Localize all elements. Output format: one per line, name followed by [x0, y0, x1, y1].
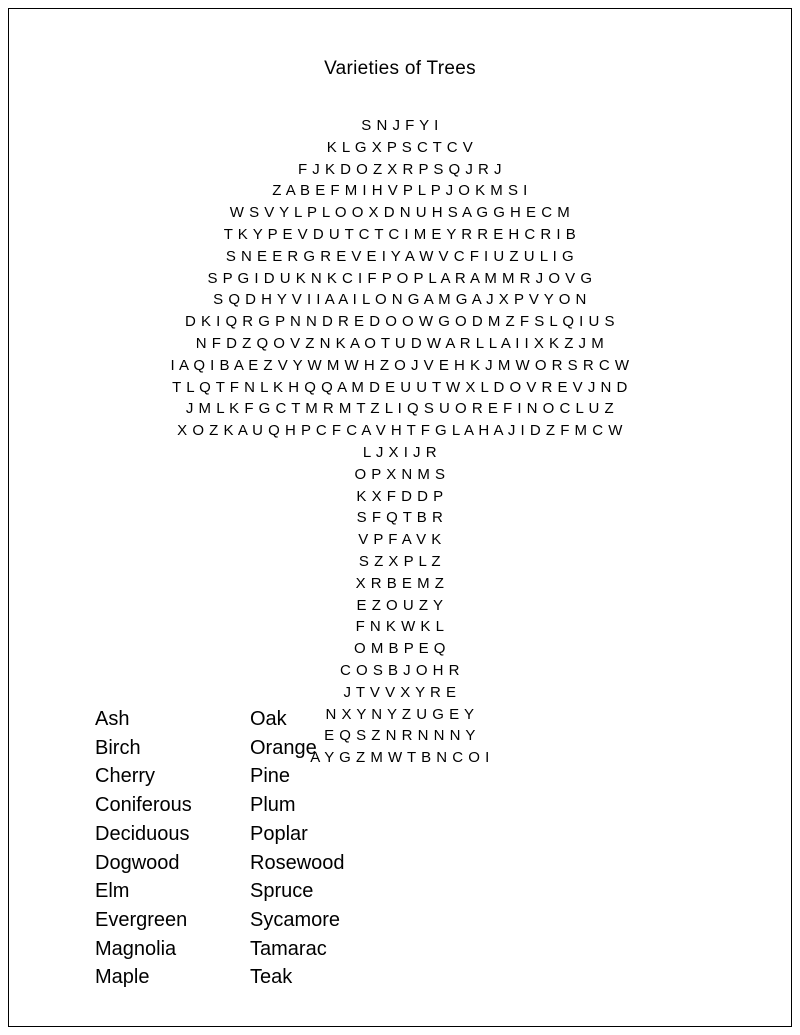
- list-item: Cherry: [95, 765, 156, 788]
- grid-row: C O S B J O H R: [339, 661, 460, 679]
- list-item: Maple: [95, 966, 150, 989]
- grid-row: Z A B E F M I H V P L P J O K M S I: [272, 182, 528, 200]
- grid-row: F N K W K L: [355, 618, 445, 636]
- list-item: Deciduous: [95, 822, 190, 845]
- list-item: Plum: [250, 794, 296, 817]
- list-item: Elm: [95, 880, 130, 903]
- grid-row: S P G I D U K N K C I F P O P L A R A M M R J O V G: [207, 269, 593, 287]
- list-item: Magnolia: [95, 937, 177, 960]
- list-item: Birch: [95, 736, 141, 759]
- grid-row: K X F D D P: [356, 487, 444, 505]
- grid-row: V P F A V K: [358, 531, 442, 549]
- list-item: Rosewood: [250, 851, 345, 874]
- grid-row: S N E E R G R E V E I Y A W V C F I U Z U L I G: [225, 247, 575, 265]
- grid-row: S N J F Y I: [361, 117, 439, 134]
- grid-row: E Z O U Z Y: [356, 596, 444, 614]
- list-item: Coniferous: [95, 794, 192, 817]
- list-item: Teak: [250, 966, 293, 989]
- grid-row: O P X N M S: [354, 465, 446, 483]
- word-search-grid: [0, 115, 800, 769]
- grid-row: L J X I J R: [362, 443, 438, 461]
- list-item: Pine: [250, 765, 291, 788]
- grid-row: A Y G Z M W T B N C O I: [310, 749, 490, 767]
- list-item: Spruce: [250, 880, 314, 903]
- grid-row: J M L K F G C T M R M T Z L I Q S U O R E F I N O C L U Z: [185, 400, 615, 418]
- grid-row: D K I Q R G P N N D R E D O O W G O D M Z F S L Q I U S: [184, 313, 616, 331]
- grid-row: X O Z K A U Q H P C F C A V H T F G L A H A J I D Z F M C W: [177, 422, 623, 440]
- grid-row: X R B E M Z: [355, 574, 445, 592]
- grid-row: I A Q I B A E Z V Y W M W H Z O J V E H K J M W O R S R C W: [170, 356, 630, 374]
- grid-row: K L G X P S C T C V: [326, 138, 474, 156]
- grid-row: S F Q T B R: [356, 509, 444, 527]
- grid-row: T L Q T F N L K H Q Q A M D E U U T W X L D O V R E V J N D: [172, 378, 628, 396]
- grid-row: N X Y N Y Z U G E Y: [325, 705, 475, 723]
- list-item: Poplar: [250, 822, 308, 845]
- list-item: Tamarac: [250, 937, 327, 960]
- grid-row: W S V Y L P L O O X D N U H S A G G H E C M: [229, 204, 571, 222]
- grid-row: J T V V X Y R E: [343, 683, 457, 701]
- word-list-column-2: [250, 705, 550, 992]
- grid-row: E Q S Z N R N N N Y: [324, 727, 476, 745]
- word-list: [95, 705, 595, 992]
- list-item: Sycamore: [250, 908, 341, 931]
- list-item: Ash: [95, 708, 130, 730]
- grid-row: N F D Z Q O V Z N K A O T U D W A R L L A I I X K Z J M: [195, 334, 605, 352]
- word-list-column-1: [95, 705, 250, 992]
- grid-row: T K Y P E V D U T C T C I M E Y R R E H C R I B: [223, 225, 577, 243]
- list-item: Oak: [250, 708, 287, 730]
- grid-row: F J K D O Z X R P S Q J R J: [297, 160, 503, 178]
- page-title: Varieties of Trees: [324, 58, 476, 79]
- list-item: Dogwood: [95, 851, 180, 874]
- list-item: Evergreen: [95, 908, 188, 931]
- grid-row: S Z X P L Z: [358, 552, 442, 570]
- grid-row: S Q D H Y V I I A A I L O N G A M G A J X P V Y O N: [213, 291, 587, 309]
- grid-row: O M B P E Q: [354, 640, 446, 658]
- list-item: Orange: [250, 736, 317, 759]
